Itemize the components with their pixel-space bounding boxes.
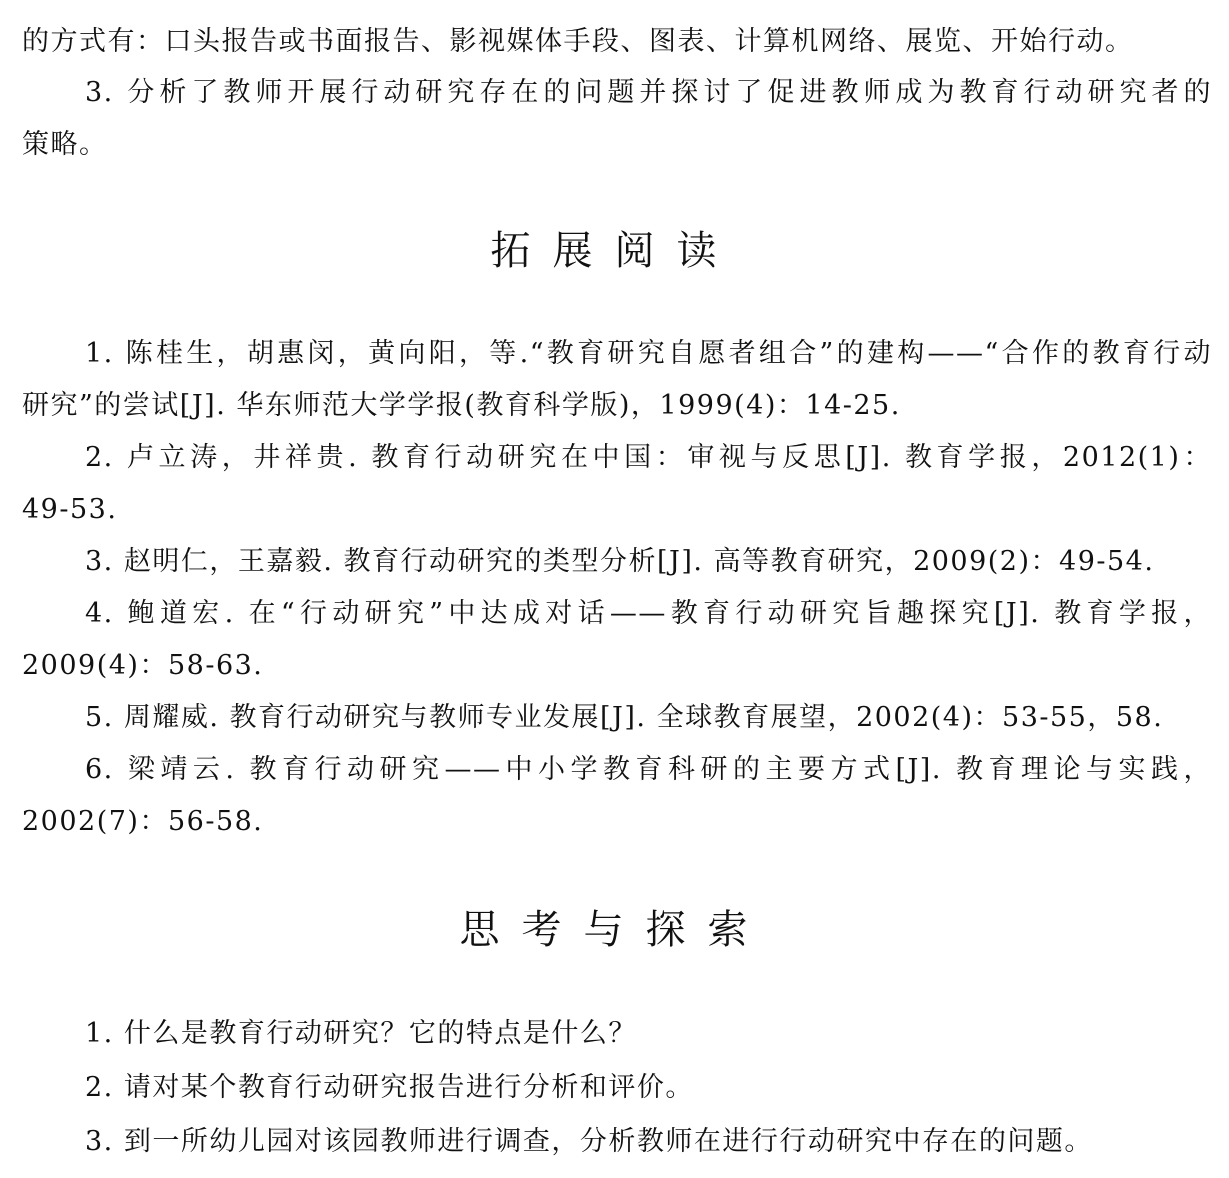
reference-item: 4. 鲍道宏. 在“行动研究”中达成对话——教育行动研究旨趣探究[J]. 教育学报，	[85, 598, 1212, 629]
question-item: 2. 请对某个教育行动研究报告进行分析和评价。	[85, 1072, 694, 1103]
reference-item-cont: 研究”的尝试[J]. 华东师范大学学报(教育科学版)，1999(4)：14-25.	[22, 390, 901, 421]
reference-item: 5. 周耀威. 教育行动研究与教师专业发展[J]. 全球教育展望，2002(4)：53-55，58.	[85, 702, 1164, 733]
question-item: 1. 什么是教育行动研究？它的特点是什么？	[85, 1018, 637, 1049]
summary-item-3-cont: 策略。	[22, 129, 108, 160]
reference-item-cont: 2009(4)：58-63.	[22, 650, 264, 681]
reference-item: 2. 卢立涛，井祥贵. 教育行动研究在中国：审视与反思[J]. 教育学报，2012(1)：	[85, 442, 1212, 473]
question-item: 3. 到一所幼儿园对该园教师进行调查，分析教师在进行行动研究中存在的问题。	[85, 1126, 1093, 1157]
extended-reading-heading: 拓展阅读	[490, 228, 739, 274]
think-explore-heading: 思考与探索	[459, 907, 770, 953]
reference-item: 1. 陈桂生，胡惠闵，黄向阳，等.“教育研究自愿者组合”的建构——“合作的教育行动	[85, 338, 1212, 369]
reference-item: 3. 赵明仁，王嘉毅. 教育行动研究的类型分析[J]. 高等教育研究，2009(2)：49-54.	[85, 546, 1155, 577]
reference-item-cont: 49-53.	[22, 494, 118, 525]
reference-item: 6. 梁靖云. 教育行动研究——中小学教育科研的主要方式[J]. 教育理论与实践，	[85, 754, 1212, 785]
summary-item-3: 3. 分析了教师开展行动研究存在的问题并探讨了促进教师成为教育行动研究者的	[85, 77, 1212, 108]
intro-line: 的方式有：口头报告或书面报告、影视媒体手段、图表、计算机网络、展览、开始行动。	[22, 26, 1134, 57]
reference-item-cont: 2002(7)：56-58.	[22, 806, 264, 837]
